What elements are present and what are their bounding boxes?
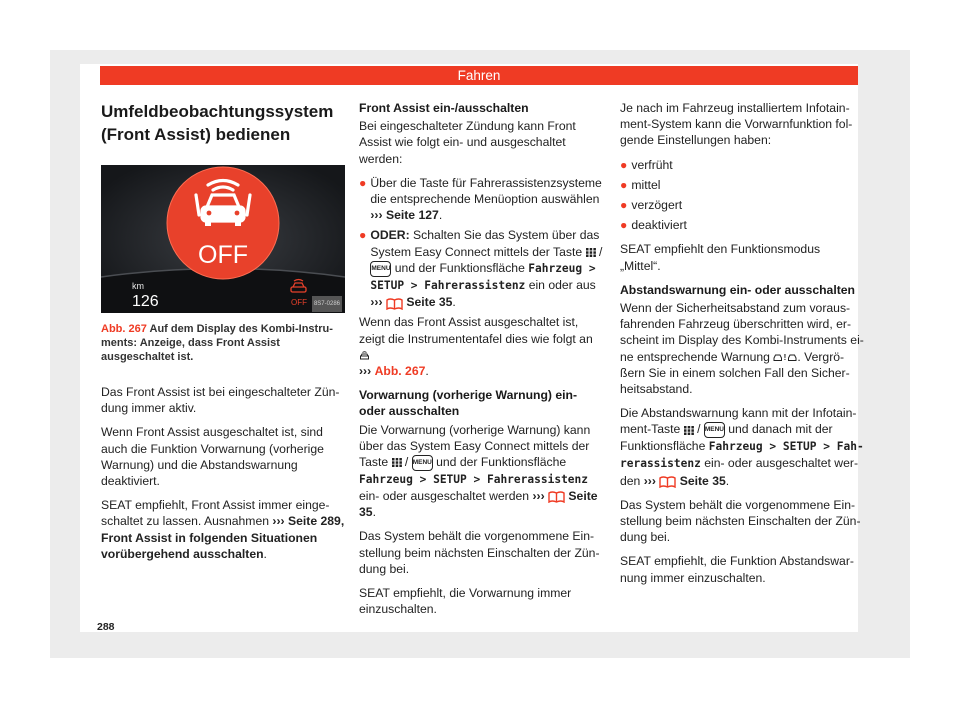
text: und der Funktionsfläche xyxy=(436,455,567,470)
page-link[interactable]: Seite 35 xyxy=(406,295,453,310)
section-heading: Umfeldbeobachtungssystem (Front Assist) bedienen xyxy=(101,102,334,144)
text: ein oder aus xyxy=(528,278,596,293)
page-link[interactable]: Seite 127 xyxy=(385,208,439,223)
list-item xyxy=(620,217,864,233)
book-icon xyxy=(548,490,565,503)
text: Schalten Sie das System über das System Easy Connect mittels der Taste xyxy=(370,228,600,259)
link-arrow: ››› xyxy=(532,489,545,504)
menu-key-icon: MENU xyxy=(370,261,391,277)
text: ein- oder ausgeschaltet werden xyxy=(359,489,530,504)
subheading: Abstandswarnung ein- oder ausschalten xyxy=(620,282,855,297)
column-3 xyxy=(620,100,864,594)
paragraph: SEAT empfiehlt, die Vorwarnung immer einzuschalten. xyxy=(359,586,572,617)
bullet-icon: ● xyxy=(620,157,628,172)
page-number: 288 xyxy=(97,621,115,633)
text: und der Funktionsfläche xyxy=(394,260,525,275)
text: SEAT empfiehlt, Front Assist immer eingeschaltet zu lassen. Ausnahmen xyxy=(101,498,330,529)
list-item-text: Über die Taste für Fahrerassistenzsysteme die entsprechende Menüoption auswählen ››› Seite 127. xyxy=(370,175,602,223)
list-item xyxy=(359,175,603,224)
list-item xyxy=(620,177,864,193)
grid-key-icon xyxy=(684,426,694,435)
grid-key-icon xyxy=(586,248,596,257)
caption-text: Auf dem Display des Kombi-Instruments: Anzeige, dass Front Assist ausgeschaltet ist. xyxy=(101,323,333,363)
link-arrow: ››› xyxy=(370,208,383,223)
odometer-unit: km xyxy=(132,281,144,291)
subheading: Vorwarnung (vorherige Warnung) ein- oder ausschalten xyxy=(359,388,578,419)
list-item-text: ODER: Schalten Sie das System über das System Easy Connect mittels der Taste / MENU und der Funktionsfläche Fahrzeug > SETUP > Fahrerassistenz ein oder aus ››› Seite 35. xyxy=(370,228,603,310)
paragraph: Bei eingeschalteter Zündung kann Front Assist wie folgt ein- und ausgeschaltet werden: xyxy=(359,119,576,166)
paragraph: Wenn Front Assist ausgeschaltet ist, sind auch die Funktion Vorwarnung (vorherige Warnung) und die Abstandswarnung deaktiviert. xyxy=(101,425,324,489)
text: Die Abstandswarnung kann mit der Infotainment-Taste xyxy=(620,406,857,437)
small-off-label: OFF xyxy=(291,298,307,307)
figure-ref: 8S7-0286 xyxy=(312,296,342,312)
figure-link[interactable]: Abb. 267 xyxy=(374,364,426,379)
bullet-icon: ● xyxy=(620,177,628,192)
text: ein- oder ausgeschaltet werden xyxy=(620,456,859,488)
off-label: OFF xyxy=(198,241,248,269)
paragraph: Die Vorwarnung (vorherige Warnung) kann über das System Easy Connect mittels der Taste / MENU und der Funktionsfläche Fahrzeug > SETUP > Fahrerassistenz ein- oder ausgeschaltet werden ››› Seite 35. xyxy=(359,422,598,520)
paragraph: SEAT empfiehlt den Funktionsmodus „Mittel“. xyxy=(620,242,821,273)
list-item xyxy=(359,227,603,310)
page-link[interactable]: Seite 35 xyxy=(679,473,726,488)
menu-path: Fahrzeug > SETUP > Fahrerassistenz xyxy=(370,261,596,293)
option-label: verzögert xyxy=(631,198,683,213)
text: Wenn der Sicherheitsabstand zum vorausfahrenden Fahrzeug überschritten wird, erscheint im Display des Kombi-Instruments eine entsprechende Warnung xyxy=(620,301,864,364)
front-assist-off-display xyxy=(101,165,345,313)
bullet-icon: ● xyxy=(359,228,367,243)
menu-path: Fahrzeug > SETUP > Fahrerassistenz xyxy=(359,472,589,486)
distance-warning-icon xyxy=(773,352,797,362)
text: und danach mit der Funktionsfläche xyxy=(620,422,833,454)
odometer-value: 126 xyxy=(132,293,159,310)
paragraph xyxy=(620,300,864,397)
bullet-icon: ● xyxy=(620,218,628,233)
text: Über die Taste für Fahrerassistenzsysteme die entsprechende Menüoption auswählen xyxy=(370,175,602,207)
page-link[interactable]: Seite 35 xyxy=(359,489,598,520)
paragraph: SEAT empfiehlt, die Funktion Abstandswarnung immer einzuschalten. xyxy=(620,554,854,585)
menu-path: Fahrzeug > SETUP > Fahrerassistenz xyxy=(620,440,864,471)
subheading: Front Assist ein-/ausschalten xyxy=(359,101,529,115)
section-header: Fahren xyxy=(100,66,858,85)
text: . Vergrößern Sie in einem solchen Fall den Sicherheitsabstand. xyxy=(620,349,850,397)
paragraph: Je nach im Fahrzeug installiertem Infotainment-System kann die Vorwarnfunktion folgende Einstellungen haben: xyxy=(620,101,853,148)
svg-text:!: ! xyxy=(784,353,787,363)
column-2 xyxy=(359,100,603,625)
book-icon xyxy=(386,297,403,310)
list-item xyxy=(620,157,864,173)
book-icon xyxy=(659,475,676,488)
bullet-icon: ● xyxy=(620,198,628,213)
front-assist-icon xyxy=(359,350,370,361)
grid-key-icon xyxy=(392,458,402,467)
paragraph: Das System behält die vorgenommene Einstellung beim nächsten Einschalten der Zündung bei. xyxy=(620,497,861,545)
link-arrow: ››› xyxy=(643,473,656,488)
or-label: ODER: xyxy=(370,228,410,243)
column-1 xyxy=(101,100,345,570)
paragraph: Das Front Assist ist bei eingeschalteter Zündung immer aktiv. xyxy=(101,385,340,416)
paragraph: Das System behält die vorgenommene Einstellung beim nächsten Einschalten der Zündung bei. xyxy=(359,529,600,576)
list-item xyxy=(620,197,864,213)
link-arrow: ››› xyxy=(272,514,285,529)
page-link[interactable]: Seite 289, Front Assist in folgenden Situationen vorübergehend ausschalten xyxy=(101,514,345,561)
paragraph: Die Abstandswarnung kann mit der Infotainment-Taste / MENU und danach mit der Funktionsfläche Fahrzeug > SETUP > Fahrerassistenz ein- oder ausgeschaltet werden ››› Seite 35. xyxy=(620,406,864,488)
menu-key-icon: MENU xyxy=(704,422,725,438)
link-arrow: ››› xyxy=(359,364,372,379)
option-label: deaktiviert xyxy=(631,218,687,233)
bullet-icon: ● xyxy=(359,175,367,190)
caption-number: Abb. 267 xyxy=(101,323,147,335)
option-label: verfrüht xyxy=(631,157,673,172)
instrument-display-figure xyxy=(101,165,345,313)
paragraph xyxy=(101,497,345,562)
figure-caption xyxy=(101,322,345,364)
text: . xyxy=(263,546,267,561)
link-arrow: ››› xyxy=(370,295,383,310)
menu-key-icon: MENU xyxy=(412,455,433,471)
paragraph: Wenn das Front Assist ausgeschaltet ist, zeigt die Instrumententafel dies wie folgt an ››› Abb. 267. xyxy=(359,315,593,379)
text: Wenn das Front Assist ausgeschaltet ist, zeigt die Instrumententafel dies wie folgt an xyxy=(359,315,593,346)
option-label: mittel xyxy=(631,177,661,192)
text: Die Vorwarnung (vorherige Warnung) kann über das System Easy Connect mittels der Taste xyxy=(359,422,591,470)
